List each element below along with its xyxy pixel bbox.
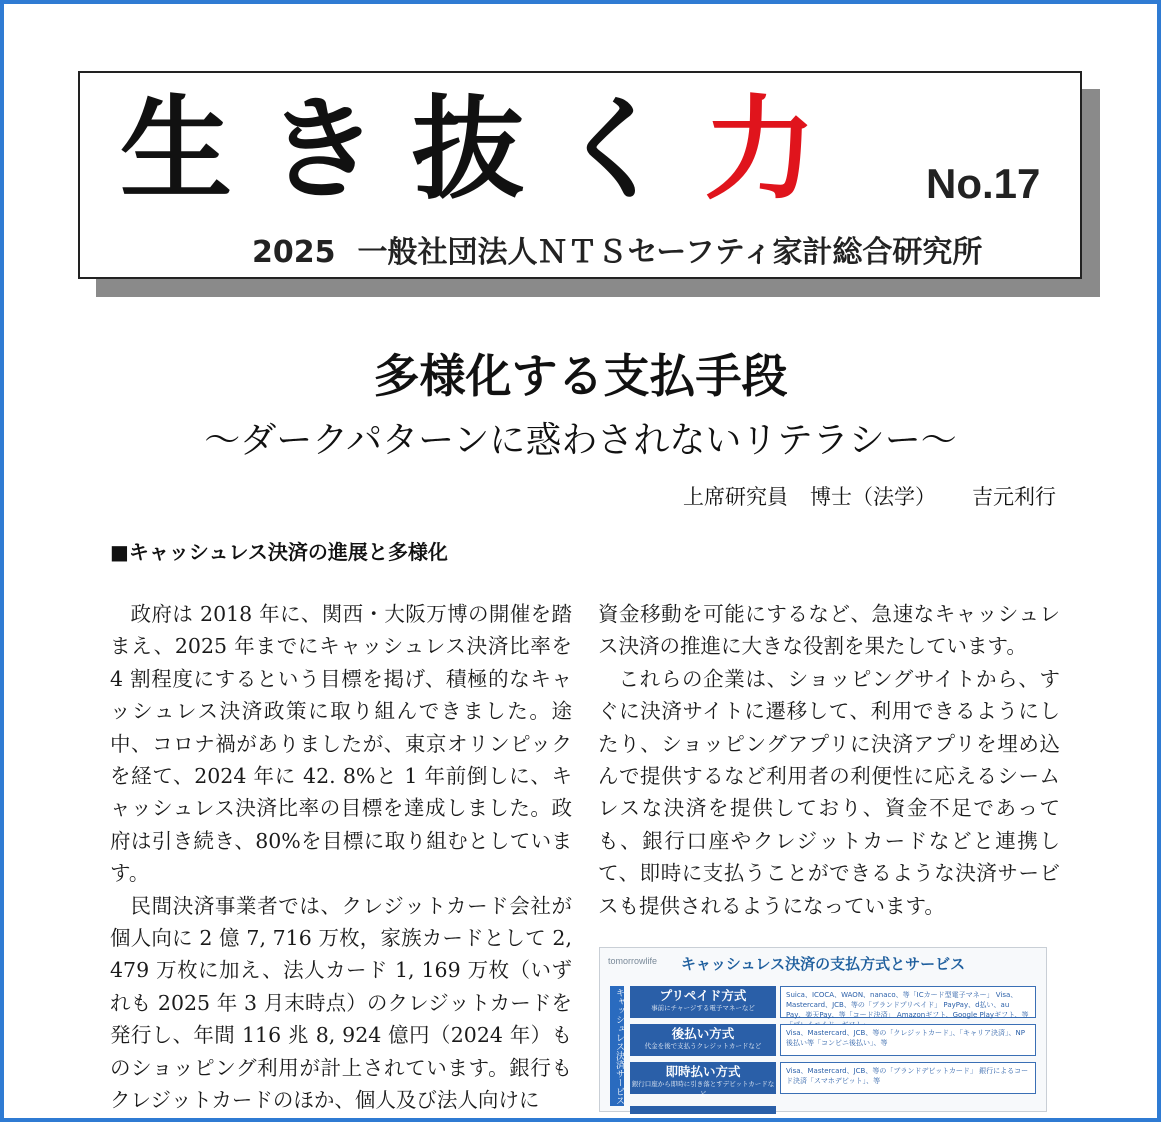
row-title: プリペイド方式 xyxy=(659,988,747,1003)
figure-row-postpay xyxy=(630,1024,1038,1056)
figure-side-label: キャッシュレス決済サービス xyxy=(610,986,624,1106)
row-subtitle: 代金を後で支払うクレジットカードなど xyxy=(644,1042,762,1050)
paragraph: 政府は 2018 年に、関西・大阪万博の開催を踏まえ、2025 年までにキャッシュレス決済比率を 4 割程度にするという目標を掲げ、積極的なキャッシュレス決済政策に取り組んできました。途中、コロナ禍がありましたが、東京オリンピックを経て、2024 年に 42. 8%と 1 年前倒しに、キャッシュレス決済比率の目標を達成しました。政府は引き続き、80%を目標に取り組むとしています。 xyxy=(110,602,572,886)
figure-row-label xyxy=(630,986,776,1018)
masthead-title-main: 生き抜く xyxy=(120,85,704,215)
body-column-right xyxy=(598,598,1060,922)
figure-row-label xyxy=(630,1062,776,1098)
issue-number: No.17 xyxy=(926,160,1041,207)
row-title: 即時払い方式 xyxy=(665,1064,741,1079)
row-subtitle: 銀行口座から即時に引き落とすデビットカードなど xyxy=(631,1080,775,1098)
masthead-title xyxy=(120,85,850,215)
figure-row-prepaid xyxy=(630,986,1038,1018)
row-title: 後払い方式 xyxy=(671,1026,735,1041)
figure-title: キャッシュレス決済の支払方式とサービス xyxy=(680,955,966,973)
masthead-year: 2025 xyxy=(252,235,336,270)
masthead-organization: 一般社団法人ＮＴＳセーフティ家計総合研究所 xyxy=(357,235,983,270)
paragraph: 資金移動を可能にするなど、急速なキャッシュレス決済の推進に大きな役割を果たしています。 xyxy=(598,602,1060,659)
masthead-subtitle xyxy=(252,233,982,273)
paragraph: 民間決済事業者では、クレジットカード会社が個人向に 2 億 7, 716 万枚，家族カードとして 2, 479 万枚に加え、法人カード 1, 169 万枚（いずれも 2025 年 3 月末時点）のクレジットカードを発行し、年間 116 兆 8, 924 億円（2024 年）ものショッピング利用が計上されています。銀行もクレジットカードのほか、個人及び法人向けに xyxy=(110,893,572,1113)
masthead-title-red: 力 xyxy=(704,85,850,215)
row-description: Visa、Mastercard、JCB、等の「ブランドデビットカード」 銀行によるコード決済「スマホデビット」、等 xyxy=(780,1062,1036,1094)
payment-methods-figure xyxy=(599,947,1047,1112)
article-title: 多様化する支払手段 xyxy=(373,349,788,403)
masthead xyxy=(78,71,1082,279)
author-degree: 博士（法学） xyxy=(810,485,936,509)
article-subtitle: ～ダークパターンに惑わされないリテラシー～ xyxy=(204,420,957,461)
row-description: Suica、ICOCA、WAON、nanaco、等「ICカード型電子マネー」 Visa、Mastercard、JCB、等の「ブランドプリペイド」 PayPay、d払い、au Pay、楽天Pay、等「コード決済」 Amazonギフト、Google Playギフト、等 xyxy=(780,986,1036,1018)
figure-bottom-bar xyxy=(630,1106,776,1114)
figure-row-label xyxy=(630,1024,776,1056)
row-description: Visa、Mastercard、JCB、等の「クレジットカード」、「キャリア決済」、NP後払い等「コンビニ後払い」、等 xyxy=(780,1024,1036,1056)
author-role: 上席研究員 xyxy=(683,485,788,509)
figure-row-instant xyxy=(630,1062,1038,1098)
row-subtitle: 事前にチャージする電子マネーなど xyxy=(651,1004,755,1012)
section-heading: ■キャッシュレス決済の進展と多様化 xyxy=(110,540,448,564)
body-column-left xyxy=(110,598,572,1117)
author-line xyxy=(683,482,1056,512)
paragraph: これらの企業は、ショッピングサイトから、すぐに決済サイトに遷移して、利用できるようにしたり、ショッピングアプリに決済アプリを埋め込んで提供するなど利用者の利便性に応えるシームレスな決済を提供しており、資金不足であっても、銀行口座やクレジットカードなどと連携して、即時に支払うことができるような決済サービスも提供されるようになっています。 xyxy=(598,666,1060,918)
figure-logo: tomorrowlife xyxy=(608,956,658,966)
author-name: 吉元利行 xyxy=(972,485,1056,509)
